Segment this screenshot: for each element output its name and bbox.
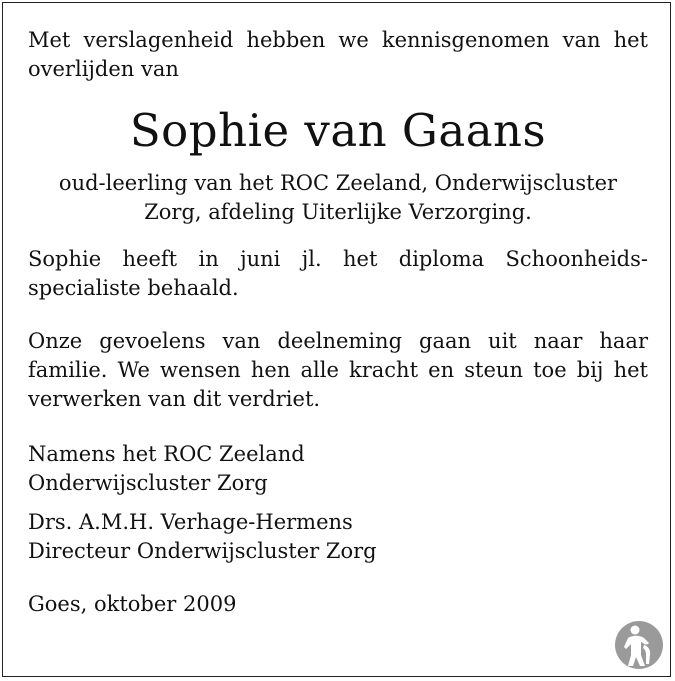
mourning-figure-icon [614, 619, 664, 671]
deceased-name: Sophie van Gaans [129, 104, 547, 157]
signature-line-cluster: Onderwijscluster Zorg [28, 471, 268, 495]
place-date: Goes, oktober 2009 [28, 592, 237, 616]
signature-line-director-name: Drs. A.M.H. Verhage-Hermens [28, 510, 353, 534]
description-text: oud-leerling van het ROC Zeeland, Onderwijscluster Zorg, afdeling Uiterlijke Verzorging. [58, 171, 618, 224]
signature-line-director-title: Directeur Onderwijscluster Zorg [28, 539, 377, 563]
paragraph-condolences: Onze gevoelens van deelneming gaan uit naar haar familie. We wensen hen alle kracht en steun toe bij het verwerken van dit verdriet. [28, 329, 648, 411]
paragraph-diploma: Sophie heeft in juni jl. het diploma Schoonheids-specialiste behaald. [28, 247, 648, 300]
notice-content [28, 26, 648, 619]
signature-line-organisation: Namens het ROC Zeeland [28, 442, 305, 466]
signature-block-director [28, 508, 648, 566]
signature-block-school [28, 440, 648, 498]
intro-text: Met verslagenheid hebben we kennisgenomen van het overlijden van [28, 28, 648, 81]
